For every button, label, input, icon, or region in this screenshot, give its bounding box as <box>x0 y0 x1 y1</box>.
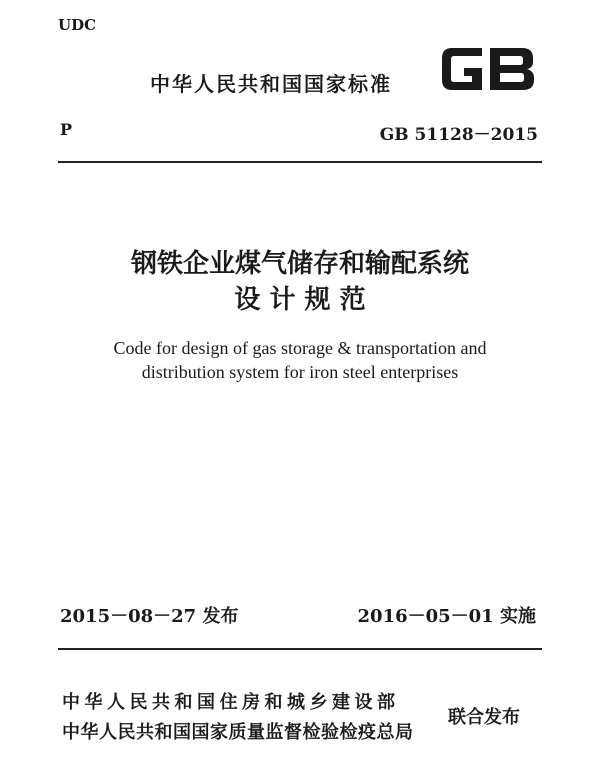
english-title <box>0 336 600 384</box>
joint-issue-label: 联合发布 <box>448 707 520 728</box>
bottom-divider <box>58 648 542 650</box>
chinese-title-line-2: 设 计 规 范 <box>234 285 366 315</box>
chinese-title <box>0 246 600 318</box>
standard-number: GB 51128－2015 <box>379 125 538 145</box>
udc-label: UDC <box>58 16 97 34</box>
national-standard-heading: 中华人民共和国国家标准 <box>150 72 392 96</box>
issuer-aqsiq: 中华人民共和国国家质量监督检验检疫总局 <box>62 722 414 743</box>
issuer-ministry-housing: 中华人民共和国住房和城乡建设部 <box>62 692 400 713</box>
top-divider <box>58 161 542 163</box>
issue-date: 2015－08－27 发布 <box>60 606 239 627</box>
issuing-authorities <box>62 688 414 748</box>
english-title-line-1: Code for design of gas storage & transportation and <box>113 338 487 358</box>
classification-code: P <box>60 120 73 139</box>
english-title-line-2: distribution system for iron steel enterprises <box>141 362 459 382</box>
implementation-date: 2016－05－01 实施 <box>357 606 536 627</box>
chinese-title-line-1: 钢铁企业煤气储存和输配系统 <box>130 249 469 279</box>
gb-logo <box>438 42 538 96</box>
